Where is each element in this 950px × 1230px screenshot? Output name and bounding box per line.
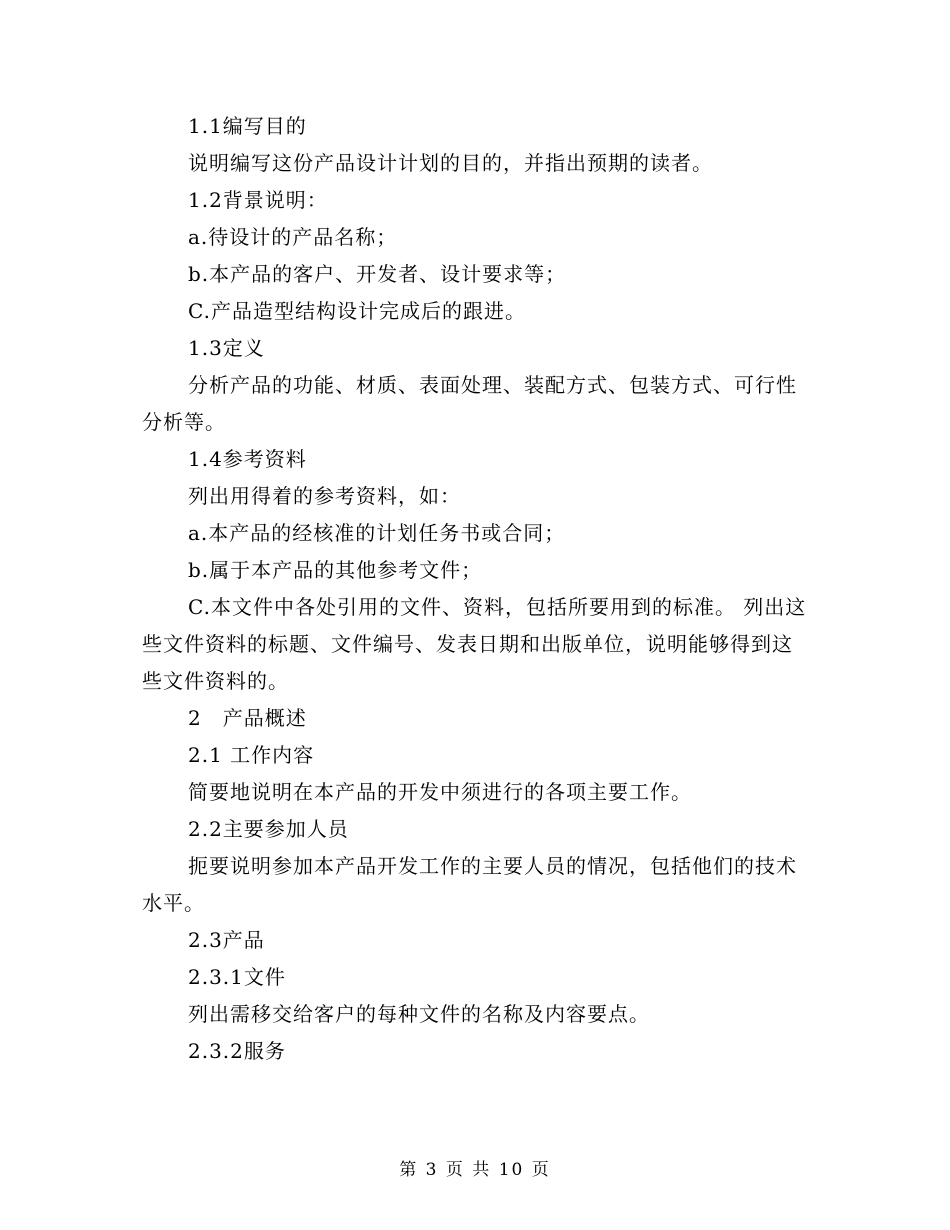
list-item: a.待设计的产品名称；	[188, 225, 398, 249]
section-heading-2-3-1: 2.3.1文件	[188, 965, 286, 989]
paragraph-text: 扼要说明参加本产品开发工作的主要人员的情况，包括他们的技术水平。	[142, 854, 797, 915]
section-heading-2: 2 产品概述	[188, 706, 307, 730]
list-item: C.产品造型结构设计完成后的跟进。	[188, 299, 526, 323]
section-heading-2-3-2: 2.3.2服务	[188, 1039, 286, 1063]
paragraph-text: 说明编写这份产品设计计划的目的，并指出预期的读者。	[188, 151, 713, 175]
paragraph-text: 分析产品的功能、材质、表面处理、装配方式、包装方式、可行性分析等。	[142, 373, 797, 434]
section-heading-1-1: 1.1编写目的	[188, 114, 307, 138]
paragraph-text: C.本文件中各处引用的文件、资料，包括所要用到的标准。 列出这些文件资料的标题、文件编号、发表日期和出版单位，说明能够得到这些文件资料的。	[142, 595, 807, 693]
paragraph-text: 简要地说明在本产品的开发中须进行的各项主要工作。	[188, 780, 692, 804]
section-heading-1-2: 1.2背景说明：	[188, 188, 328, 212]
section-heading-1-4: 1.4参考资料	[188, 447, 307, 471]
paragraph-text: 列出需移交给客户的每种文件的名称及内容要点。	[188, 1002, 650, 1026]
paragraph-text: 列出用得着的参考资料，如：	[188, 484, 461, 508]
document-body	[142, 108, 807, 1070]
page-number-footer: 第 3 页 共 10 页	[399, 1160, 551, 1180]
list-item: a.本产品的经核准的计划任务书或合同；	[188, 521, 566, 545]
list-item: b.本产品的客户、开发者、设计要求等；	[188, 262, 567, 286]
section-heading-1-3: 1.3定义	[188, 336, 265, 360]
section-heading-2-3: 2.3产品	[188, 928, 265, 952]
section-heading-2-1: 2.1 工作内容	[188, 743, 315, 767]
list-item: b.属于本产品的其他参考文件；	[188, 558, 483, 582]
section-heading-2-2: 2.2主要参加人员	[188, 817, 349, 841]
